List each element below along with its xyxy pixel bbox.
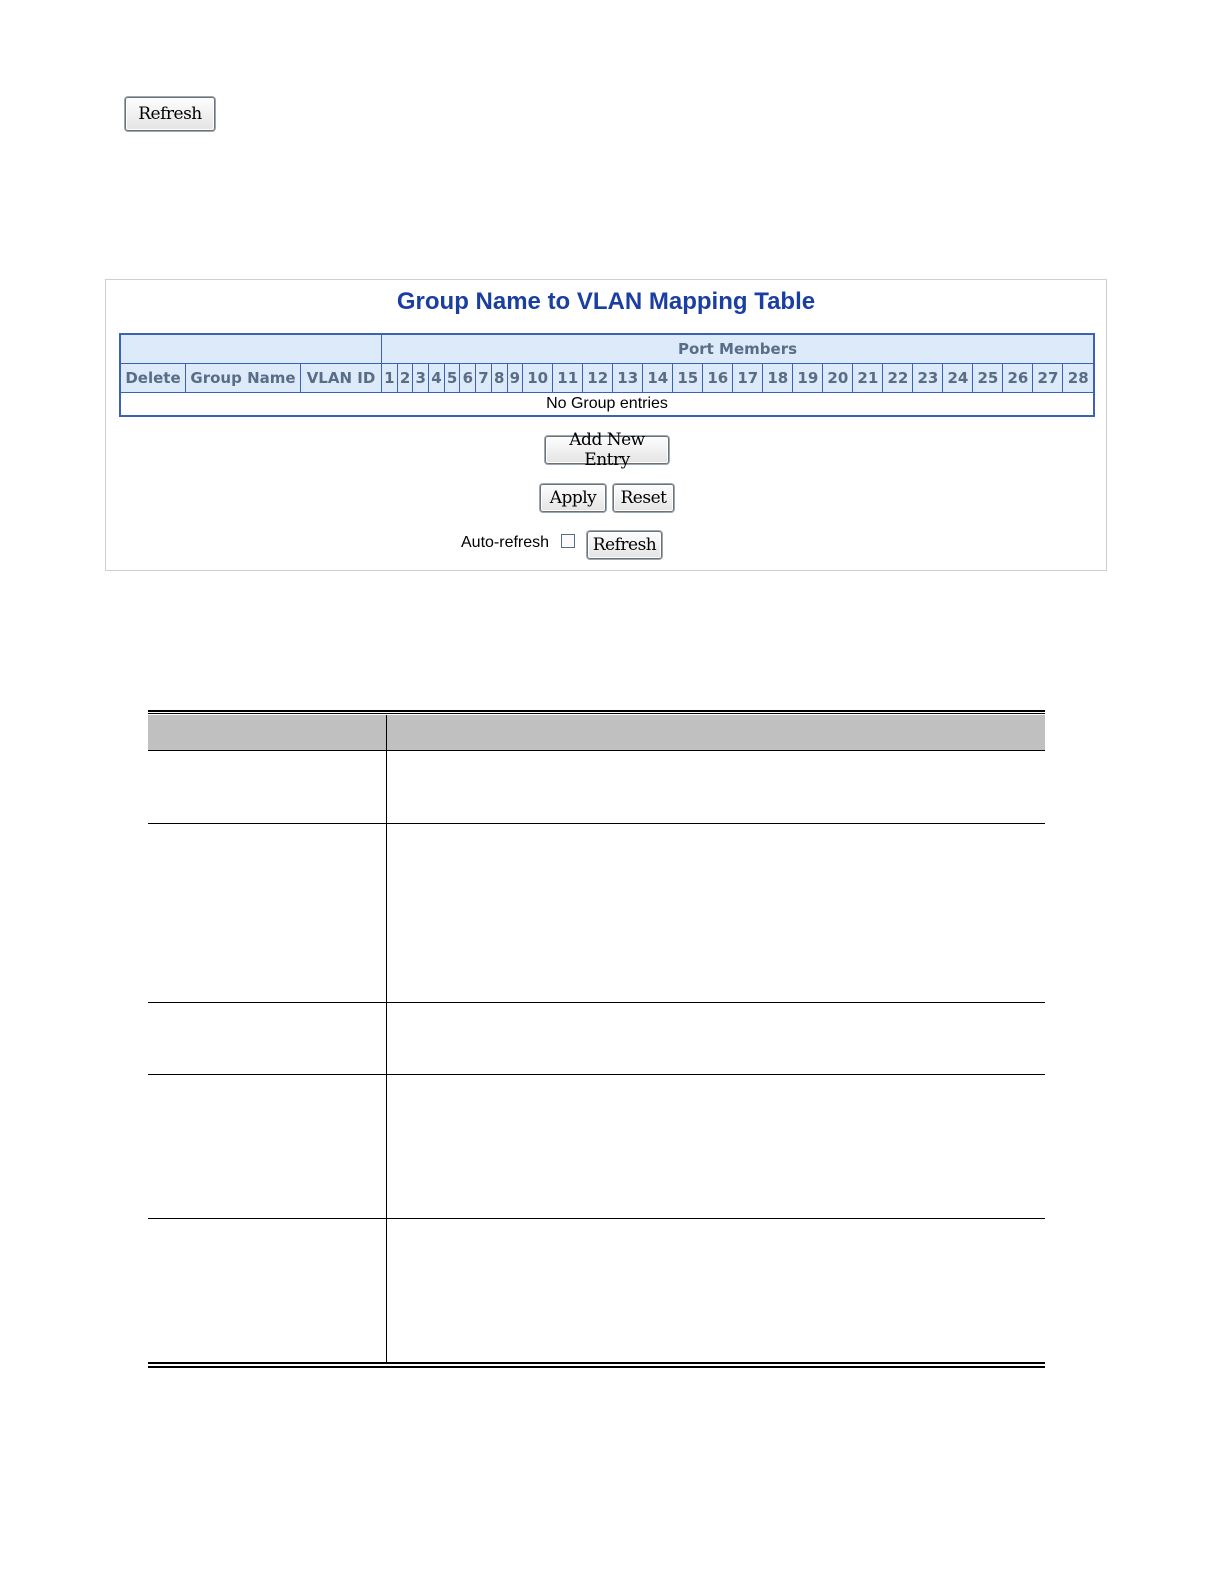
table-bottom-rule [148,1362,1045,1364]
port-6-header: 6 [460,364,476,393]
port-3-header: 3 [413,364,429,393]
auto-refresh-label: Auto-refresh [461,534,550,551]
port-27-header: 27 [1033,364,1063,393]
refresh-button[interactable]: Refresh [125,97,215,131]
port-24-header: 24 [943,364,973,393]
row-divider [148,1002,1045,1003]
auto-refresh-checkbox[interactable] [561,534,575,548]
port-23-header: 23 [913,364,943,393]
header-spacer [120,334,382,364]
vlan-id-header: VLAN ID [301,364,382,393]
group-vlan-mapping-panel [105,279,1107,571]
delete-header: Delete [120,364,186,393]
port-20-header: 20 [823,364,853,393]
port-25-header: 25 [973,364,1003,393]
port-members-header: Port Members [382,334,1095,364]
port-18-header: 18 [763,364,793,393]
port-16-header: 16 [703,364,733,393]
group-name-header: Group Name [186,364,301,393]
port-8-header: 8 [491,364,507,393]
reset-button[interactable]: Reset [613,484,674,512]
add-new-entry-button[interactable]: Add New Entry [545,436,669,464]
apply-button[interactable]: Apply [540,484,606,512]
port-2-header: 2 [397,364,413,393]
table-bottom-rule-2 [148,1366,1045,1368]
port-5-header: 5 [444,364,460,393]
row-divider [148,1218,1045,1219]
table-top-rule-thin [148,713,1045,714]
port-13-header: 13 [613,364,643,393]
port-14-header: 14 [643,364,673,393]
port-15-header: 15 [673,364,703,393]
port-28-header: 28 [1063,364,1094,393]
port-21-header: 21 [853,364,883,393]
port-22-header: 22 [883,364,913,393]
port-26-header: 26 [1003,364,1033,393]
description-header-row [148,715,1045,750]
port-19-header: 19 [793,364,823,393]
port-4-header: 4 [429,364,445,393]
port-17-header: 17 [733,364,763,393]
group-vlan-mapping-table [119,333,1095,417]
port-9-header: 9 [507,364,523,393]
port-11-header: 11 [553,364,583,393]
port-12-header: 12 [583,364,613,393]
column-divider [386,715,387,1362]
panel-refresh-button[interactable]: Refresh [587,531,662,559]
port-1-header: 1 [382,364,398,393]
row-divider [148,823,1045,824]
table-top-rule [148,710,1045,712]
panel-title: Group Name to VLAN Mapping Table [396,288,816,315]
empty-message: No Group entries [120,393,1094,417]
port-10-header: 10 [523,364,553,393]
row-divider [148,1074,1045,1075]
description-table [148,710,1045,1368]
header-divider [148,750,1045,751]
port-7-header: 7 [476,364,492,393]
